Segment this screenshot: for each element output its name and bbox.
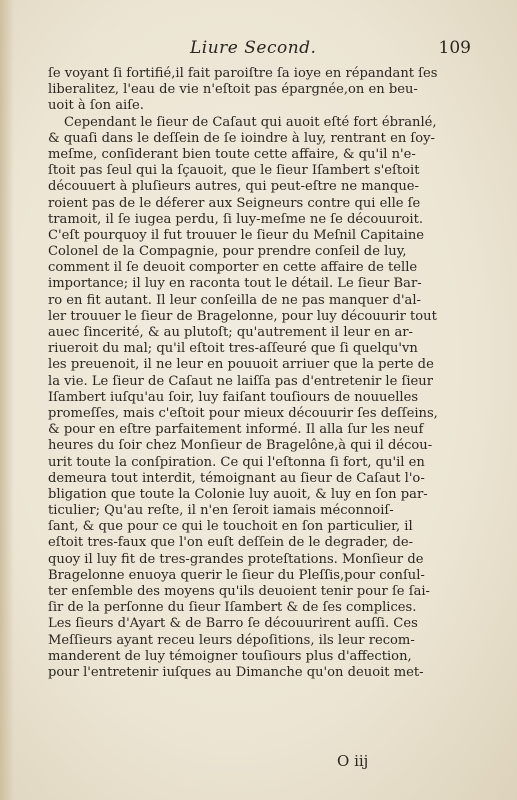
page-number: 109 xyxy=(438,38,471,58)
text-line: ter enſemble des moyens qu'ils deuoient tenir pour ſe ſai- xyxy=(48,584,430,599)
body-text xyxy=(48,66,473,681)
text-line: & pour en eſtre parfaitement informé. Il alla ſur les neuf xyxy=(48,422,424,438)
text-line: demeura tout interdit, témoignant au ſieur de Caſaut l'o- xyxy=(48,470,425,486)
text-line: Bragelonne enuoya querir le ſieur du Pleſſis,pour conſul- xyxy=(48,567,425,583)
text-line: manderent de luy témoigner touſiours plus d'affection, xyxy=(48,648,412,664)
text-line: Les ſieurs d'Ayart & de Barro ſe découurirent auſſi. Ces xyxy=(48,616,418,632)
text-line: bligation que toute la Colonie luy auoit, & luy en ſon par- xyxy=(48,486,428,502)
text-line: meſme, conſiderant bien toute cette affaire, & qu'il n'e- xyxy=(48,146,416,162)
text-line: découuert à pluſieurs autres, qui peut-eſtre ne manque- xyxy=(48,179,419,195)
text-line: heures du ſoir chez Monſieur de Bragelône,à qui il décou- xyxy=(48,438,433,454)
text-line: eſtoit tres-faux que l'on euſt deſſein de le degrader, de- xyxy=(48,535,413,551)
text-line: roient pas de le déferer aux Seigneurs contre qui elle ſe xyxy=(48,195,421,211)
text-line: promeſſes, mais c'eſtoit pour mieux découurir ſes deſſeins, xyxy=(48,405,438,421)
text-line: ticulier; Qu'au reſte, il n'en ſeroit iamais méconnoiſ- xyxy=(48,503,394,519)
text-line: ro en fit autant. Il leur conſeilla de ne pas manquer d'al- xyxy=(48,292,421,308)
text-line: importance; il luy en raconta tout le détail. Le ſieur Bar- xyxy=(48,276,422,292)
page-edge-shadow xyxy=(0,0,14,800)
text-line: Colonel de la Compagnie, pour prendre conſeil de luy, xyxy=(48,244,407,260)
text-line: ſant, & que pour ce qui le touchoit en ſon particulier, il xyxy=(48,519,413,535)
text-line: uoit à ſon aiſe. xyxy=(48,98,144,114)
text-line: ſe voyant ſi fortifié,il fait paroiſtre ſa ioye en répandant ſes xyxy=(48,66,438,81)
text-line: C'eſt pourquoy il fut trouuer le ſieur du Meſnil Capitaine xyxy=(48,227,425,243)
text-line: la vie. Le ſieur de Caſaut ne laiſſa pas d'entretenir le ſieur xyxy=(48,373,433,389)
text-line: tramoit, il ſe iugea perdu, ſi luy-meſme ne ſe découuroit. xyxy=(48,211,423,227)
running-head: Liure Second. xyxy=(190,38,317,58)
text-line: quoy il luy fit de tres-grandes proteſtations. Monſieur de xyxy=(48,551,424,567)
text-line: comment il ſe deuoit comporter en cette affaire de telle xyxy=(48,260,418,276)
text-line: & quaſi dans le deſſein de ſe ioindre à luy, rentrant en ſoy- xyxy=(48,130,435,146)
signature-mark: O iij xyxy=(337,752,369,770)
text-line: ſtoit pas ſeul qui la ſçauoit, que le ſieur Iſambert s'eſtoit xyxy=(48,163,420,179)
text-line: auec ſincerité, & au plutoſt; qu'autrement il leur en ar- xyxy=(48,325,413,340)
text-line: Cependant le ſieur de Caſaut qui auoit eſté fort ébranlé, xyxy=(64,114,437,130)
text-line: urit toute la conſpiration. Ce qui l'eſtonna ſi fort, qu'il en xyxy=(48,454,425,470)
text-line: Meſſieurs ayant receu leurs dépoſitions, ils leur recom- xyxy=(48,632,415,648)
text-line: liberalitez, l'eau de vie n'eſtoit pas épargnée,on en beu- xyxy=(48,82,418,98)
text-line: ſir de la perſonne du ſieur Iſambert & de ſes complices. xyxy=(48,600,417,616)
text-line: pour l'entretenir iuſques au Dimanche qu'on deuoit met- xyxy=(48,664,424,680)
page-header xyxy=(60,38,475,64)
text-line: les preuenoit, il ne leur en pouuoit arriuer que la perte de xyxy=(48,357,434,373)
text-line: Iſambert iuſqu'au ſoir, luy faiſant touſiours de nouuelles xyxy=(48,389,419,405)
text-line: riueroit du mal; qu'il eſtoit tres-aſſeuré que ſi quelqu'vn xyxy=(48,341,418,357)
text-line: ler trouuer le ſieur de Bragelonne, pour luy découurir tout xyxy=(48,308,437,324)
